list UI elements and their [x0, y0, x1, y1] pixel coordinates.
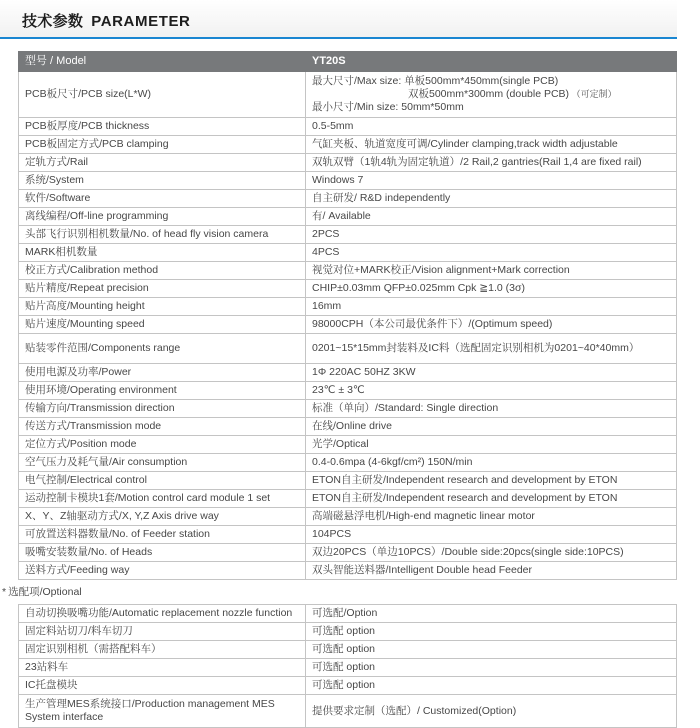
spec-value: 可选配 option — [306, 641, 677, 659]
spec-value: 98000CPH（本公司最优条件下）/(Optimum speed) — [306, 316, 677, 334]
spec-table — [18, 51, 677, 580]
spec-value: 双轨双臂（1轨4轨为固定轨道）/2 Rail,2 gantries(Rail 1,4 are fixed rail) — [306, 154, 677, 172]
spec-label: PCB板厚度/PCB thickness — [19, 118, 306, 136]
spec-value: 标准（单向）/Standard: Single direction — [306, 400, 677, 418]
spec-label: IC托盘模块 — [19, 677, 306, 695]
spec-value: ETON自主研发/Independent research and development by ETON — [306, 490, 677, 508]
spec-label: 离线编程/Off-line programming — [19, 208, 306, 226]
spec-value: 双边20PCS（单边10PCS）/Double side:20pcs(single side:10PCS) — [306, 544, 677, 562]
spec-label: 固定料站切刀/料车切刀 — [19, 623, 306, 641]
table-row — [19, 677, 677, 695]
spec-label: 空气压力及耗气量/Air consumption — [19, 454, 306, 472]
spec-label: 固定识别相机（需搭配料车） — [19, 641, 306, 659]
table-row — [19, 190, 677, 208]
table-row — [19, 454, 677, 472]
spec-label: MARK相机数量 — [19, 244, 306, 262]
spec-value: ETON自主研发/Independent research and development by ETON — [306, 472, 677, 490]
spec-label — [19, 695, 306, 728]
spec-value: 16mm — [306, 298, 677, 316]
table-row — [19, 490, 677, 508]
spec-value: 光学/Optical — [306, 436, 677, 454]
spec-value: 可选配 option — [306, 659, 677, 677]
spec-value: 104PCS — [306, 526, 677, 544]
model-label: 型号 / Model — [19, 52, 306, 72]
table-row — [19, 659, 677, 677]
optional-section-title: 选配项/Optional — [8, 586, 82, 598]
table-row — [19, 118, 677, 136]
table-row — [19, 418, 677, 436]
custom-note: （可定制） — [569, 89, 617, 99]
page-title-zh: 技术参数 — [22, 13, 84, 30]
spec-value: 1Φ 220AC 50HZ 3KW — [306, 364, 677, 382]
spec-value: 可选配 option — [306, 677, 677, 695]
spec-value-line: 最大尺寸/Max size: 单板500mm*450mm(single PCB) — [312, 75, 559, 87]
table-row — [19, 298, 677, 316]
spec-value: 可选配/Option — [306, 605, 677, 623]
spec-value: 0.5-5mm — [306, 118, 677, 136]
spec-label-line: 生产管理MES系统接口/Production management MES — [25, 698, 275, 710]
spec-label: 吸嘴安装数量/No. of Heads — [19, 544, 306, 562]
spec-value: 高端磁悬浮电机/High-end magnetic linear motor — [306, 508, 677, 526]
spec-value: 提供要求定制（选配）/ Customized(Option) — [306, 695, 677, 728]
spec-label: 校正方式/Calibration method — [19, 262, 306, 280]
model-value: YT20S — [306, 52, 677, 72]
table-row — [19, 526, 677, 544]
spec-label: 贴片精度/Repeat precision — [19, 280, 306, 298]
table-row — [19, 562, 677, 580]
table-row — [19, 280, 677, 298]
spec-value: 4PCS — [306, 244, 677, 262]
table-row — [19, 244, 677, 262]
table-row — [19, 641, 677, 659]
spec-value: 自主研发/ R&D independently — [306, 190, 677, 208]
spec-label: 定位方式/Position mode — [19, 436, 306, 454]
spec-label: 头部飞行识别相机数量/No. of head fly vision camera — [19, 226, 306, 244]
table-row — [19, 382, 677, 400]
spec-label: 电气控制/Electrical control — [19, 472, 306, 490]
spec-value: 可选配 option — [306, 623, 677, 641]
spec-value: 23℃ ± 3℃ — [306, 382, 677, 400]
optional-table — [18, 604, 677, 728]
spec-value-line: 最小尺寸/Min size: 50mm*50mm — [312, 101, 464, 113]
spec-value: 在线/Online drive — [306, 418, 677, 436]
table-row — [19, 262, 677, 280]
spec-label: 使用电源及功率/Power — [19, 364, 306, 382]
spec-label: 贴片速度/Mounting speed — [19, 316, 306, 334]
table-row — [19, 508, 677, 526]
table-row — [19, 154, 677, 172]
spec-label: 贴装零件范围/Components range — [19, 334, 306, 364]
spec-value — [306, 72, 677, 118]
spec-label: 贴片高度/Mounting height — [19, 298, 306, 316]
page-title-en: PARAMETER — [91, 13, 191, 30]
spec-value: 0.4-0.6mpa (4-6kgf/cm²) 150N/min — [306, 454, 677, 472]
table-row — [19, 136, 677, 154]
spec-value: 视觉对位+MARK校正/Vision alignment+Mark correction — [306, 262, 677, 280]
table-header-row — [19, 52, 677, 72]
spec-label: 使用环境/Operating environment — [19, 382, 306, 400]
spec-label: 自动切换吸嘴功能/Automatic replacement nozzle function — [19, 605, 306, 623]
table-row — [19, 172, 677, 190]
spec-label: 可放置送料器数量/No. of Feeder station — [19, 526, 306, 544]
table-row — [19, 364, 677, 382]
spec-value: 2PCS — [306, 226, 677, 244]
spec-label: 传输方向/Transmission direction — [19, 400, 306, 418]
spec-label: 送料方式/Feeding way — [19, 562, 306, 580]
spec-value: 气缸夹板、轨道宽度可调/Cylinder clamping,track width adjustable — [306, 136, 677, 154]
asterisk-marker: * — [2, 586, 7, 598]
spec-value-line: 双板500mm*300mm (double PCB) （可定制） — [408, 88, 617, 100]
table-row — [19, 400, 677, 418]
spec-label: 系统/System — [19, 172, 306, 190]
table-row — [19, 472, 677, 490]
optional-section-label — [2, 586, 700, 599]
spec-value: 有/ Available — [306, 208, 677, 226]
table-row — [19, 72, 677, 118]
spec-label: X、Y、Z轴驱动方式/X, Y,Z Axis drive way — [19, 508, 306, 526]
table-row — [19, 436, 677, 454]
spec-value: 双头智能送料器/Intelligent Double head Feeder — [306, 562, 677, 580]
spec-label: PCB板固定方式/PCB clamping — [19, 136, 306, 154]
spec-value: CHIP±0.03mm QFP±0.025mm Cpk ≧1.0 (3σ) — [306, 280, 677, 298]
spec-label: 运动控制卡模块1套/Motion control card module 1 set — [19, 490, 306, 508]
spec-label: 传送方式/Transmission mode — [19, 418, 306, 436]
spec-value: 0201~15*15mm封装料及IC料（选配固定识别相机为0201~40*40mm） — [306, 334, 677, 364]
table-row — [19, 623, 677, 641]
page-title — [22, 10, 191, 31]
spec-label: PCB板尺寸/PCB size(L*W) — [19, 72, 306, 118]
spec-value: Windows 7 — [306, 172, 677, 190]
table-row — [19, 544, 677, 562]
spec-label: 定轨方式/Rail — [19, 154, 306, 172]
table-row — [19, 316, 677, 334]
spec-label: 23站料车 — [19, 659, 306, 677]
table-row — [19, 605, 677, 623]
table-row — [19, 334, 677, 364]
spec-label-line: System interface — [25, 711, 104, 723]
table-row — [19, 695, 677, 728]
spec-label: 软件/Software — [19, 190, 306, 208]
table-row — [19, 226, 677, 244]
page-header — [0, 0, 677, 39]
table-row — [19, 208, 677, 226]
